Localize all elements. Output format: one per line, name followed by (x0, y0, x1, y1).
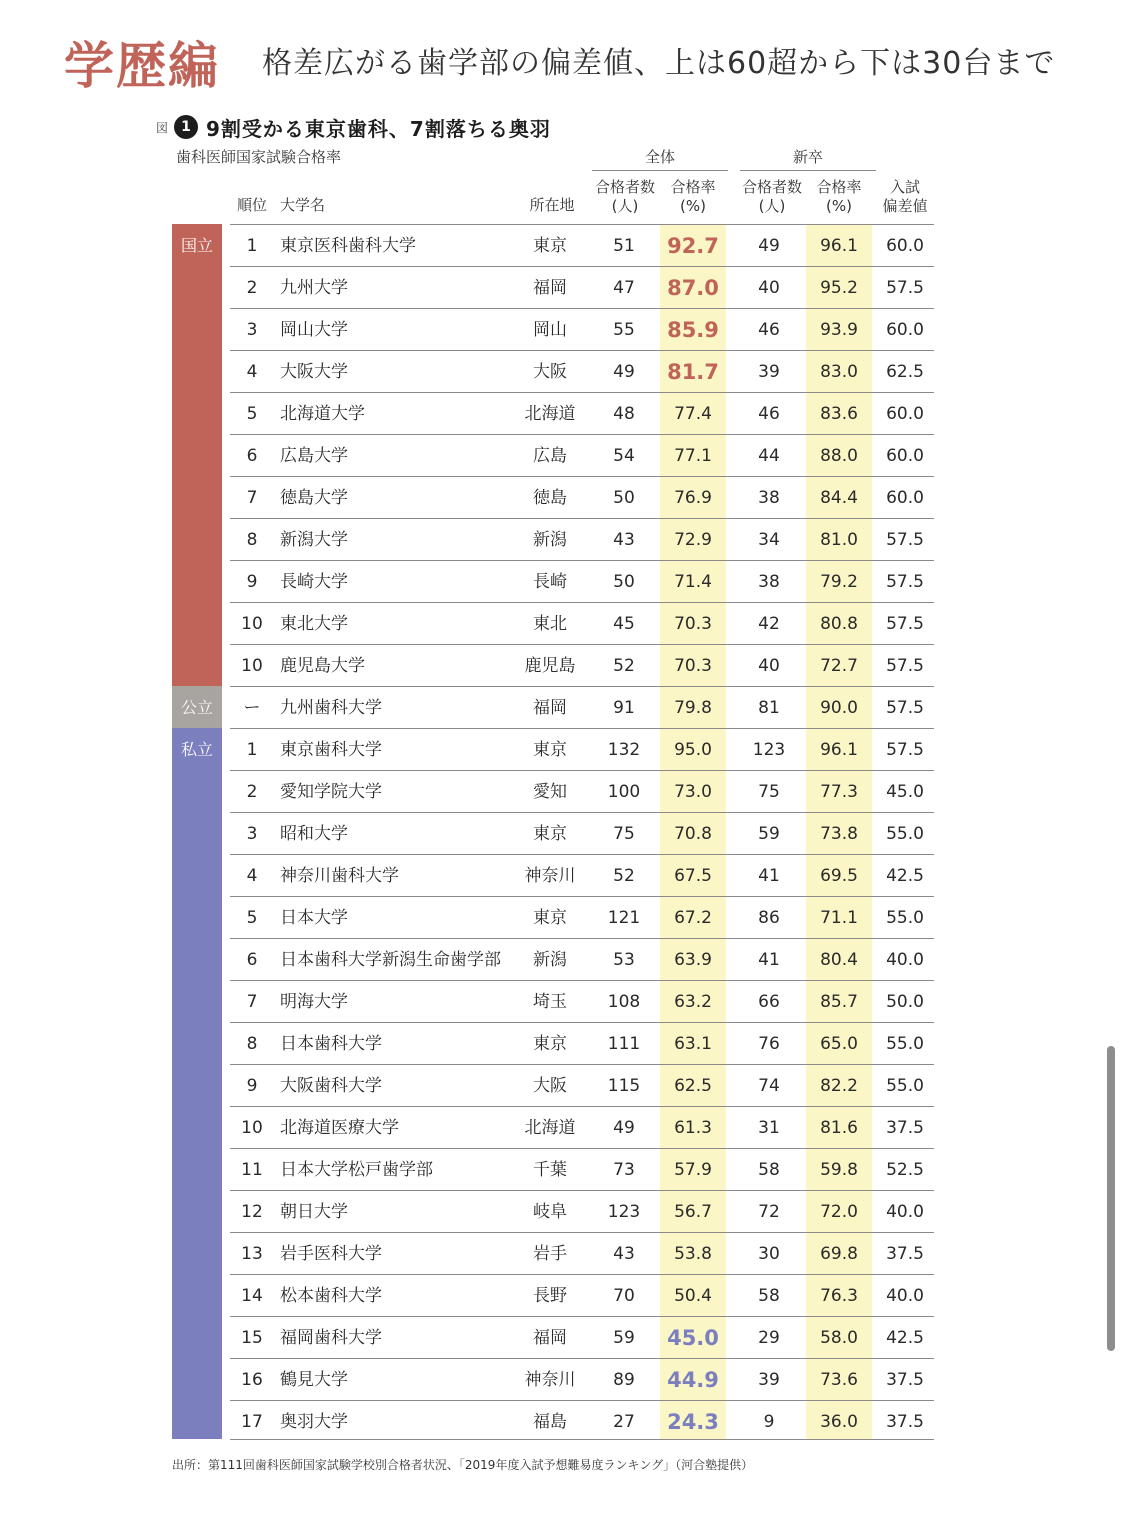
location-cell: 東京 (533, 1034, 567, 1054)
new-grad-rate-cell: 93.9 (820, 320, 858, 340)
table-row (230, 896, 934, 939)
new-grad-passers-cell: 75 (758, 782, 780, 802)
deviation-cell: 57.5 (886, 278, 924, 298)
overall-passers-cell: 132 (607, 740, 641, 760)
location-cell: 東京 (533, 740, 567, 760)
rank-cell: 4 (246, 362, 258, 382)
location-cell: 北海道 (524, 1118, 576, 1138)
rank-cell: 9 (246, 1076, 258, 1096)
rank-cell: 16 (241, 1370, 263, 1390)
rank-cell: 5 (246, 404, 258, 424)
new-grad-passers-cell: 9 (763, 1412, 775, 1432)
table-row (230, 854, 934, 897)
location-cell: 新潟 (533, 530, 567, 550)
new-grad-rate-cell: 83.6 (820, 404, 858, 424)
new-grad-rate-cell: 96.1 (820, 740, 858, 760)
new-grad-rate-cell: 95.2 (820, 278, 858, 298)
header-line: (人) (611, 197, 639, 215)
overall-rate-cell: 92.7 (667, 234, 719, 258)
location-cell: 北海道 (524, 404, 576, 424)
location-cell: 長野 (533, 1286, 567, 1306)
deviation-cell: 42.5 (886, 1328, 924, 1348)
table-row (230, 1190, 934, 1233)
public-label: 公立 (180, 698, 213, 717)
location-cell: 東北 (533, 614, 567, 634)
rank-cell: 8 (246, 530, 258, 550)
location-cell: 愛知 (533, 782, 567, 802)
figure-label: 図 (156, 120, 169, 135)
group-line-overall (592, 170, 728, 171)
deviation-cell: 57.5 (886, 656, 924, 676)
new-grad-rate-cell: 59.8 (820, 1160, 858, 1180)
deviation-cell: 37.5 (886, 1412, 924, 1432)
new-grad-rate-cell: 84.4 (820, 488, 858, 508)
rank-cell: 15 (241, 1328, 263, 1348)
deviation-cell: 45.0 (886, 782, 924, 802)
deviation-cell: 60.0 (886, 236, 924, 256)
column-header-location: 所在地 (529, 196, 575, 214)
overall-rate-cell: 73.0 (674, 782, 712, 802)
rank-cell: 10 (241, 1118, 263, 1138)
column-header-overall-passers (592, 178, 658, 216)
new-grad-passers-cell: 42 (758, 614, 780, 634)
overall-rate-cell: 71.4 (674, 572, 712, 592)
deviation-cell: 57.5 (886, 614, 924, 634)
new-grad-rate-cell: 69.5 (820, 866, 858, 886)
location-cell: 神奈川 (524, 866, 576, 886)
overall-passers-cell: 123 (607, 1202, 641, 1222)
university-name-cell: 福岡歯科大学 (280, 1328, 382, 1348)
overall-rate-cell: 63.1 (674, 1034, 712, 1054)
new-grad-passers-cell: 40 (758, 278, 780, 298)
rank-cell: 3 (246, 320, 258, 340)
location-cell: 岐阜 (533, 1202, 567, 1222)
table-row (230, 728, 934, 771)
column-header-deviation (876, 178, 934, 216)
new-grad-passers-cell: 44 (758, 446, 780, 466)
column-header-new-grad-rate (806, 178, 872, 216)
rank-cell: 17 (241, 1412, 263, 1432)
overall-rate-cell: 70.3 (674, 614, 712, 634)
overall-passers-cell: 48 (613, 404, 635, 424)
new-grad-rate-cell: 80.4 (820, 950, 858, 970)
rank-cell: 14 (241, 1286, 263, 1306)
new-grad-passers-cell: 58 (758, 1160, 780, 1180)
location-cell: 新潟 (533, 950, 567, 970)
deviation-cell: 57.5 (886, 530, 924, 550)
deviation-cell: 50.0 (886, 992, 924, 1012)
new-grad-passers-cell: 41 (758, 950, 780, 970)
location-cell: 福岡 (533, 698, 567, 718)
rank-cell: ー (243, 698, 261, 718)
new-grad-passers-cell: 46 (758, 404, 780, 424)
rank-cell: 7 (246, 992, 258, 1012)
deviation-cell: 57.5 (886, 572, 924, 592)
overall-rate-cell: 62.5 (674, 1076, 712, 1096)
university-name-cell: 鹿児島大学 (280, 656, 365, 676)
table-row (230, 770, 934, 813)
deviation-cell: 52.5 (886, 1160, 924, 1180)
new-grad-passers-cell: 38 (758, 572, 780, 592)
table-row (230, 980, 934, 1023)
location-cell: 大阪 (533, 362, 567, 382)
location-cell: 岩手 (533, 1244, 567, 1264)
overall-passers-cell: 121 (607, 908, 641, 928)
rank-cell: 7 (246, 488, 258, 508)
overall-rate-cell: 56.7 (674, 1202, 712, 1222)
new-grad-rate-cell: 81.0 (820, 530, 858, 550)
overall-rate-cell: 57.9 (674, 1160, 712, 1180)
table-row (230, 518, 934, 561)
university-name-cell: 東北大学 (280, 614, 348, 634)
table-row (230, 812, 934, 855)
table-row (230, 350, 934, 393)
overall-rate-cell: 61.3 (674, 1118, 712, 1138)
overall-rate-cell: 53.8 (674, 1244, 712, 1264)
university-name-cell: 鶴見大学 (280, 1370, 348, 1390)
table-row (230, 1232, 934, 1275)
location-cell: 東京 (533, 824, 567, 844)
university-name-cell: 東京歯科大学 (280, 740, 382, 760)
location-cell: 千葉 (533, 1160, 567, 1180)
new-grad-passers-cell: 46 (758, 320, 780, 340)
rank-cell: 2 (246, 278, 258, 298)
new-grad-passers-cell: 38 (758, 488, 780, 508)
header-line: (%) (680, 197, 706, 215)
location-cell: 東京 (533, 236, 567, 256)
location-cell: 福岡 (533, 278, 567, 298)
rank-cell: 10 (241, 614, 263, 634)
university-name-cell: 明海大学 (280, 992, 348, 1012)
deviation-cell: 55.0 (886, 908, 924, 928)
new-grad-passers-cell: 29 (758, 1328, 780, 1348)
source-note: 出所：第111回歯科医師国家試験学校別合格者状況、「2019年度入試予想難易度ランキング」（河合塾提供） (172, 1458, 754, 1472)
vertical-scrollbar[interactable] (1107, 1046, 1115, 1351)
new-grad-rate-cell: 72.7 (820, 656, 858, 676)
table-row (230, 434, 934, 477)
university-name-cell: 日本歯科大学 (280, 1034, 382, 1054)
rank-cell: 1 (246, 740, 258, 760)
header-line: 入試 (889, 178, 920, 196)
table-row (230, 1400, 934, 1443)
overall-passers-cell: 75 (613, 824, 635, 844)
university-name-cell: 大阪歯科大学 (280, 1076, 382, 1096)
column-header-overall-rate (660, 178, 726, 216)
deviation-cell: 42.5 (886, 866, 924, 886)
new-grad-passers-cell: 30 (758, 1244, 780, 1264)
overall-passers-cell: 108 (607, 992, 641, 1012)
overall-rate-cell: 44.9 (667, 1368, 719, 1392)
university-name-cell: 東京医科歯科大学 (280, 236, 416, 256)
column-header-name: 大学名 (280, 196, 326, 214)
overall-passers-cell: 49 (613, 1118, 635, 1138)
table-bottom-rule (230, 1439, 934, 1440)
overall-passers-cell: 51 (613, 236, 635, 256)
overall-passers-cell: 115 (607, 1076, 641, 1096)
new-grad-passers-cell: 39 (758, 362, 780, 382)
deviation-cell: 40.0 (886, 1202, 924, 1222)
new-grad-rate-cell: 83.0 (820, 362, 858, 382)
location-cell: 長崎 (533, 572, 567, 592)
university-name-cell: 日本大学松戸歯学部 (280, 1160, 433, 1180)
table-row (230, 1022, 934, 1065)
overall-passers-cell: 53 (613, 950, 635, 970)
rank-cell: 11 (241, 1160, 263, 1180)
university-name-cell: 徳島大学 (280, 488, 348, 508)
overall-passers-cell: 54 (613, 446, 635, 466)
university-name-cell: 広島大学 (280, 446, 348, 466)
overall-passers-cell: 49 (613, 362, 635, 382)
private-label: 私立 (180, 740, 213, 759)
rank-cell: 1 (246, 236, 258, 256)
overall-rate-cell: 76.9 (674, 488, 712, 508)
deviation-cell: 40.0 (886, 950, 924, 970)
table-row (230, 476, 934, 519)
rank-cell: 3 (246, 824, 258, 844)
university-name-cell: 岡山大学 (280, 320, 348, 340)
group-header-new-grads: 新卒 (792, 148, 823, 166)
overall-rate-cell: 70.8 (674, 824, 712, 844)
overall-passers-cell: 27 (613, 1412, 635, 1432)
table-row (230, 1064, 934, 1107)
rank-cell: 4 (246, 866, 258, 886)
table-row (230, 560, 934, 603)
overall-passers-cell: 43 (613, 1244, 635, 1264)
overall-passers-cell: 89 (613, 1370, 635, 1390)
rank-cell: 8 (246, 1034, 258, 1054)
rank-cell: 13 (241, 1244, 263, 1264)
overall-rate-cell: 87.0 (667, 276, 719, 300)
overall-rate-cell: 70.3 (674, 656, 712, 676)
new-grad-passers-cell: 86 (758, 908, 780, 928)
new-grad-rate-cell: 76.3 (820, 1286, 858, 1306)
figure-subtitle: 歯科医師国家試験合格率 (176, 148, 342, 166)
new-grad-rate-cell: 36.0 (820, 1412, 858, 1432)
new-grad-passers-cell: 76 (758, 1034, 780, 1054)
deviation-cell: 37.5 (886, 1244, 924, 1264)
overall-passers-cell: 52 (613, 866, 635, 886)
university-name-cell: 北海道医療大学 (280, 1118, 399, 1138)
deviation-cell: 60.0 (886, 404, 924, 424)
column-header-new-grad-passers (738, 178, 806, 216)
location-cell: 鹿児島 (524, 656, 576, 676)
table-row (230, 1316, 934, 1359)
deviation-cell: 37.5 (886, 1370, 924, 1390)
deviation-cell: 62.5 (886, 362, 924, 382)
deviation-cell: 40.0 (886, 1286, 924, 1306)
new-grad-passers-cell: 123 (752, 740, 786, 760)
overall-rate-cell: 77.4 (674, 404, 712, 424)
new-grad-passers-cell: 34 (758, 530, 780, 550)
university-name-cell: 長崎大学 (280, 572, 348, 592)
new-grad-rate-cell: 69.8 (820, 1244, 858, 1264)
university-name-cell: 九州大学 (280, 278, 348, 298)
overall-passers-cell: 45 (613, 614, 635, 634)
deviation-cell: 60.0 (886, 320, 924, 340)
location-cell: 徳島 (533, 488, 567, 508)
overall-rate-cell: 85.9 (667, 318, 719, 342)
figure-title: 9割受かる東京歯科、7割落ちる奥羽 (206, 116, 551, 141)
new-grad-passers-cell: 31 (758, 1118, 780, 1138)
page-title: 格差広がる歯学部の偏差値、上は60超から下は30台まで (262, 46, 1056, 81)
new-grad-passers-cell: 41 (758, 866, 780, 886)
group-line-new-grads (740, 170, 876, 171)
figure-number-badge: 1 (174, 115, 198, 139)
table-row (230, 1106, 934, 1149)
university-name-cell: 日本大学 (280, 908, 348, 928)
header-line: (人) (758, 197, 786, 215)
university-name-cell: 神奈川歯科大学 (280, 866, 399, 886)
overall-rate-cell: 24.3 (667, 1410, 719, 1434)
new-grad-rate-cell: 90.0 (820, 698, 858, 718)
deviation-cell: 55.0 (886, 1034, 924, 1054)
deviation-cell: 55.0 (886, 824, 924, 844)
new-grad-rate-cell: 79.2 (820, 572, 858, 592)
figure-title-line (156, 114, 551, 140)
overall-passers-cell: 100 (607, 782, 641, 802)
overall-rate-cell: 95.0 (674, 740, 712, 760)
location-cell: 埼玉 (533, 992, 567, 1012)
table-row (230, 392, 934, 435)
overall-rate-cell: 67.5 (674, 866, 712, 886)
header-line: 合格率 (670, 178, 716, 196)
overall-passers-cell: 55 (613, 320, 635, 340)
private-band (172, 728, 222, 1439)
university-name-cell: 奥羽大学 (280, 1412, 348, 1432)
header-line: 合格者数 (741, 178, 802, 196)
new-grad-rate-cell: 73.8 (820, 824, 858, 844)
overall-rate-cell: 79.8 (674, 698, 712, 718)
location-cell: 大阪 (533, 1076, 567, 1096)
header-line: 合格者数 (594, 178, 655, 196)
location-cell: 福島 (533, 1412, 567, 1432)
new-grad-passers-cell: 66 (758, 992, 780, 1012)
table-row (230, 266, 934, 309)
overall-rate-cell: 63.9 (674, 950, 712, 970)
overall-passers-cell: 73 (613, 1160, 635, 1180)
table-row (230, 308, 934, 351)
deviation-cell: 60.0 (886, 446, 924, 466)
university-name-cell: 北海道大学 (280, 404, 365, 424)
overall-rate-cell: 45.0 (667, 1326, 719, 1350)
group-header-overall: 全体 (644, 148, 675, 166)
rank-cell: 9 (246, 572, 258, 592)
deviation-cell: 60.0 (886, 488, 924, 508)
section-tag: 学歴編 (64, 37, 220, 95)
table-row (230, 644, 934, 687)
new-grad-passers-cell: 59 (758, 824, 780, 844)
new-grad-passers-cell: 39 (758, 1370, 780, 1390)
table-row (230, 224, 934, 267)
overall-passers-cell: 52 (613, 656, 635, 676)
new-grad-rate-cell: 81.6 (820, 1118, 858, 1138)
deviation-cell: 57.5 (886, 698, 924, 718)
new-grad-rate-cell: 72.0 (820, 1202, 858, 1222)
overall-rate-cell: 72.9 (674, 530, 712, 550)
table-row (230, 1148, 934, 1191)
new-grad-rate-cell: 71.1 (820, 908, 858, 928)
new-grad-rate-cell: 77.3 (820, 782, 858, 802)
rank-cell: 6 (246, 446, 258, 466)
overall-passers-cell: 91 (613, 698, 635, 718)
university-name-cell: 岩手医科大学 (280, 1244, 382, 1264)
overall-rate-cell: 81.7 (667, 360, 719, 384)
new-grad-rate-cell: 96.1 (820, 236, 858, 256)
rank-cell: 12 (241, 1202, 263, 1222)
university-name-cell: 大阪大学 (280, 362, 348, 382)
overall-passers-cell: 59 (613, 1328, 635, 1348)
overall-passers-cell: 47 (613, 278, 635, 298)
new-grad-passers-cell: 74 (758, 1076, 780, 1096)
header-line: 偏差値 (882, 197, 928, 215)
new-grad-passers-cell: 72 (758, 1202, 780, 1222)
location-cell: 岡山 (533, 320, 567, 340)
overall-rate-cell: 67.2 (674, 908, 712, 928)
new-grad-rate-cell: 88.0 (820, 446, 858, 466)
university-name-cell: 九州歯科大学 (280, 698, 382, 718)
overall-passers-cell: 50 (613, 572, 635, 592)
overall-rate-cell: 63.2 (674, 992, 712, 1012)
overall-passers-cell: 50 (613, 488, 635, 508)
table-row (230, 1358, 934, 1401)
new-grad-rate-cell: 73.6 (820, 1370, 858, 1390)
new-grad-passers-cell: 58 (758, 1286, 780, 1306)
rank-cell: 2 (246, 782, 258, 802)
table-row (230, 602, 934, 645)
university-name-cell: 新潟大学 (280, 530, 348, 550)
location-cell: 広島 (533, 446, 567, 466)
new-grad-rate-cell: 58.0 (820, 1328, 858, 1348)
overall-passers-cell: 43 (613, 530, 635, 550)
university-name-cell: 愛知学院大学 (280, 782, 382, 802)
overall-rate-cell: 77.1 (674, 446, 712, 466)
new-grad-rate-cell: 80.8 (820, 614, 858, 634)
overall-passers-cell: 70 (613, 1286, 635, 1306)
university-name-cell: 昭和大学 (280, 824, 348, 844)
location-cell: 東京 (533, 908, 567, 928)
university-name-cell: 朝日大学 (280, 1202, 348, 1222)
overall-rate-cell: 50.4 (674, 1286, 712, 1306)
university-name-cell: 日本歯科大学新潟生命歯学部 (280, 950, 501, 970)
new-grad-rate-cell: 82.2 (820, 1076, 858, 1096)
national-band (172, 224, 222, 686)
location-cell: 神奈川 (524, 1370, 576, 1390)
header-line: 合格率 (816, 178, 862, 196)
rank-cell: 10 (241, 656, 263, 676)
deviation-cell: 37.5 (886, 1118, 924, 1138)
rank-cell: 5 (246, 908, 258, 928)
new-grad-passers-cell: 49 (758, 236, 780, 256)
table-row (230, 938, 934, 981)
deviation-cell: 57.5 (886, 740, 924, 760)
rank-cell: 6 (246, 950, 258, 970)
column-header-rank: 順位 (236, 196, 267, 214)
university-name-cell: 松本歯科大学 (280, 1286, 382, 1306)
new-grad-passers-cell: 81 (758, 698, 780, 718)
location-cell: 福岡 (533, 1328, 567, 1348)
overall-passers-cell: 111 (607, 1034, 641, 1054)
national-label: 国立 (180, 236, 213, 255)
deviation-cell: 55.0 (886, 1076, 924, 1096)
table-row (230, 686, 934, 729)
header-line: (%) (826, 197, 852, 215)
new-grad-rate-cell: 85.7 (820, 992, 858, 1012)
new-grad-rate-cell: 65.0 (820, 1034, 858, 1054)
table-row (230, 1274, 934, 1317)
new-grad-passers-cell: 40 (758, 656, 780, 676)
